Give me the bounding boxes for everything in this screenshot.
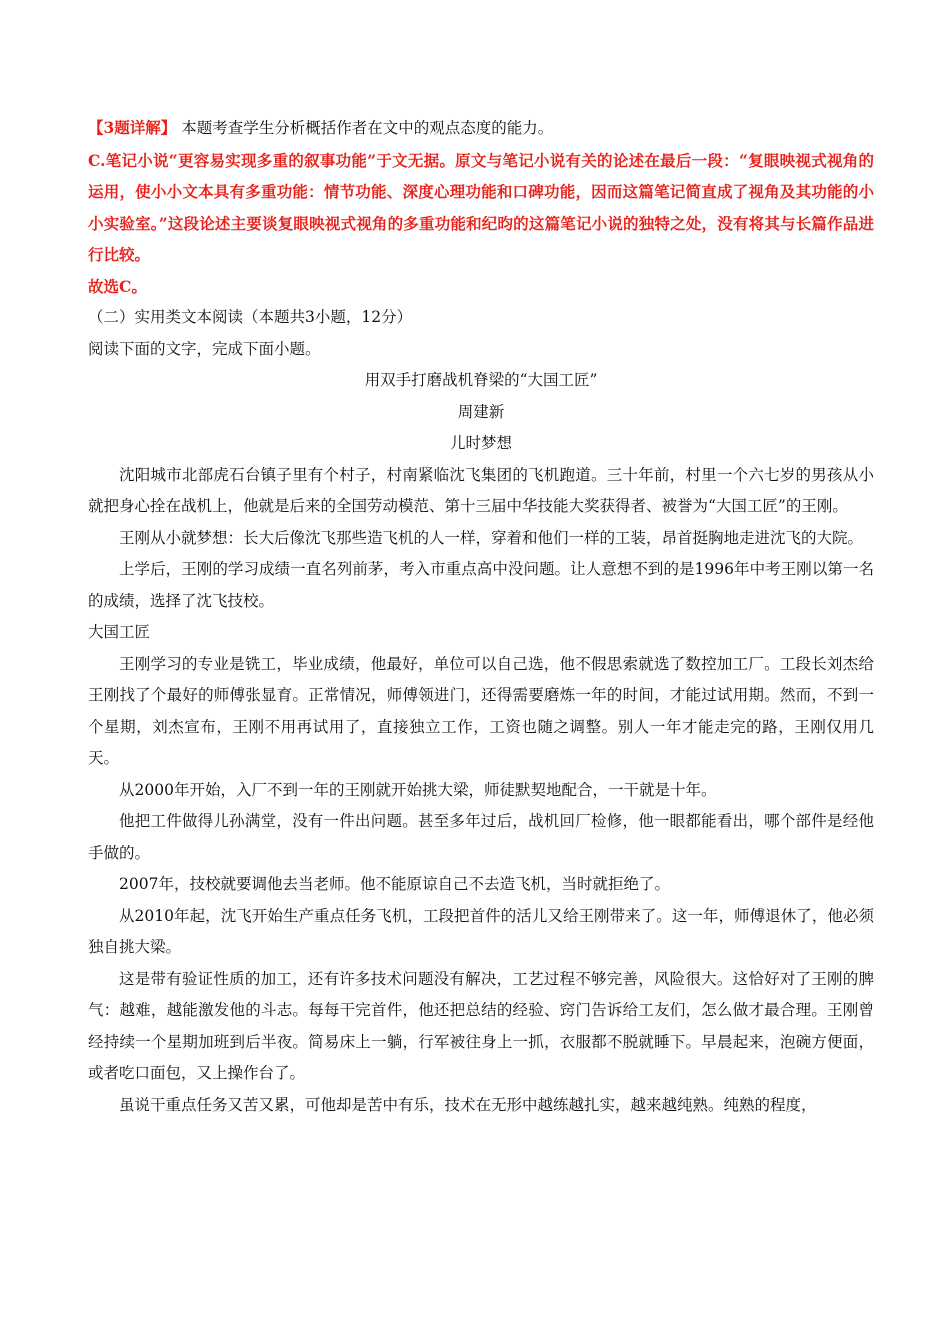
answer-lead-line [88,112,874,145]
article-paragraph: 王刚从小就梦想：长大后像沈飞那些造飞机的人一样，穿着和他们一样的工装，昂首挺胸地走进沈飞的大院。 [119,528,864,547]
answer-tag: 【3题详解】 [88,118,177,137]
article-paragraph: 虽说干重点任务又苦又累，可他却是苦中有乐，技术在无形中越练越扎实，越来越纯熟。纯熟的程度， [119,1095,817,1114]
article-paragraph: 2007年，技校就要调他去当老师。他不能原谅自己不去造飞机，当时就拒绝了。 [119,875,670,893]
article-paragraph: 他把工件做得儿孙满堂，没有一件出问题。甚至多年过后，战机回厂检修，他一眼都能看出，哪个部件是经他手做的。 [88,812,874,862]
section-instruction: 阅读下面的文字，完成下面小题。 [88,339,321,358]
answer-analysis: C.笔记小说“更容易实现多重的叙事功能”于文无据。原文与笔记小说有关的论述在最后一段：“复眼映视式视角的运用，使小小文本具有多重功能：情节功能、深度心理功能和口碑功能，因而这篇笔记简直成了视角及其功能的小小实验室。”这段论述主要谈复眼映视式视角的多重功能和纪昀的这篇笔记小说的独特之处，没有将其与长篇作品进行比较。 [88,150,874,264]
section-heading: （二）实用类文本阅读（本题共3小题，12分） [88,308,413,326]
article-title: 用双手打磨战机脊梁的“大国工匠” [364,371,598,389]
article-paragraph: 沈阳城市北部虎石台镇子里有个村子，村南紧临沈飞集团的飞机跑道。三十年前，村里一个六七岁的男孩从小就把身心拴在战机上，他就是后来的全国劳动模范、第十三届中华技能大奖获得者、被誉为“大国工匠”的王刚。 [88,465,874,515]
article-paragraph: 上学后，王刚的学习成绩一直名列前茅，考入市重点高中没问题。让人意想不到的是1996年中考王刚以第一名的成绩，选择了沈飞技校。 [88,560,874,610]
article-paragraph: 从2000年开始，入厂不到一年的王刚就开始挑大梁，师徒默契地配合，一干就是十年。 [119,780,717,799]
answer-conclusion: 故选C。 [88,276,147,296]
article-author: 周建新 [457,402,505,421]
article-subtitle-childhood: 儿时梦想 [449,434,512,452]
article-subtitle-craftsman: 大国工匠 [88,623,151,641]
article-paragraph: 王刚学习的专业是铣工，毕业成绩，他最好，单位可以自己选，他不假思索就选了数控加工厂。工段长刘杰给王刚找了个最好的师傅张显育。正常情况，师傅领进门，还得需要磨炼一年的时间，才能过试用期。然而，不到一个星期，刘杰宣布，王刚不用再试用了，直接独立工作，工资也随之调整。别人一年才能走完的路，王刚仅用几天。 [88,654,874,767]
answer-lead: 本题考查学生分析概括作者在文中的观点态度的能力。 [176,119,554,137]
article-paragraph: 从2010年起，沈飞开始生产重点任务飞机，工段把首件的活儿又给王刚带来了。这一年，师傅退休了，他必须独自挑大梁。 [88,906,874,956]
article-paragraph: 这是带有验证性质的加工，还有许多技术问题没有解决，工艺过程不够完善，风险很大。这恰好对了王刚的脾气：越难，越能激发他的斗志。每每干完首件，他还把总结的经验、窍门告诉给工友们，怎么做才最合理。王刚曾经持续一个星期加班到后半夜。简易床上一躺，行军被往身上一抓，衣服都不脱就睡下。早晨起来，泡碗方便面，或者吃口面包，又上操作台了。 [88,969,874,1082]
document-body [88,112,874,1121]
